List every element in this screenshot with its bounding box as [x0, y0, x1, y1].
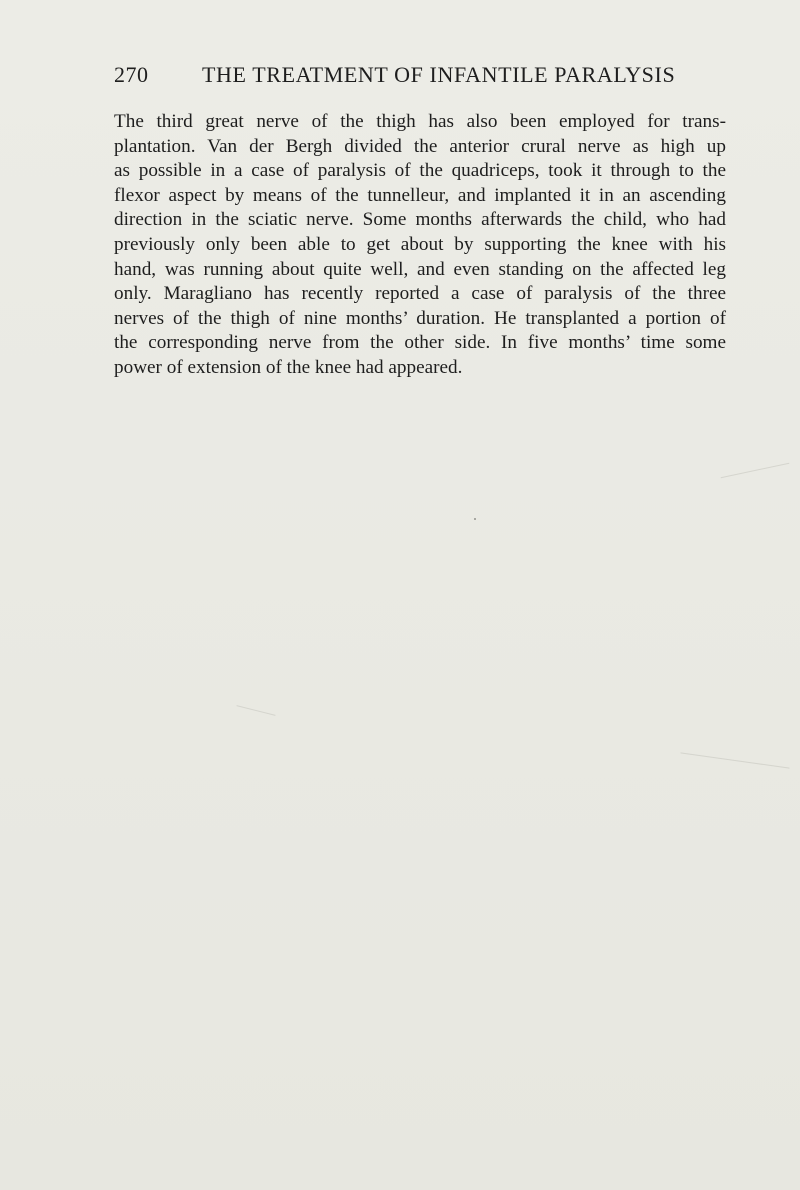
running-head — [114, 62, 726, 96]
text-line: only. Maragliano has recently reported a case of paralysis of the three — [114, 283, 726, 305]
text-line: The third great nerve of the thigh has also been employed for trans- — [114, 111, 726, 132]
running-title: THE TREATMENT OF INFANTILE PARALYSIS — [202, 62, 676, 87]
text-line: the corresponding nerve from the other side. In five months’ time some — [114, 332, 726, 354]
body-paragraph — [114, 110, 726, 381]
scan-artifact — [721, 463, 790, 479]
text-line: direction in the sciatic nerve. Some months afterwards the child, who had — [114, 209, 726, 231]
scan-artifact — [236, 705, 275, 716]
text-line: hand, was running about quite well, and even standing on the affected leg — [114, 258, 726, 280]
scan-artifact — [474, 518, 476, 520]
text-line: plantation. Van der Bergh divided the anterior crural nerve as high up — [114, 135, 726, 157]
text-line: power of extension of the knee had appeared. — [114, 356, 463, 378]
page-number: 270 — [114, 62, 149, 87]
text-line: flexor aspect by means of the tunnelleur, and implanted it in an ascending — [114, 184, 726, 206]
text-line: as possible in a case of paralysis of the quadriceps, took it through to the — [114, 160, 726, 182]
scan-artifact — [680, 752, 789, 768]
text-line: nerves of the thigh of nine months’ duration. He transplanted a portion of — [114, 307, 726, 329]
text-line: previously only been able to get about by supporting the knee with his — [114, 233, 726, 255]
